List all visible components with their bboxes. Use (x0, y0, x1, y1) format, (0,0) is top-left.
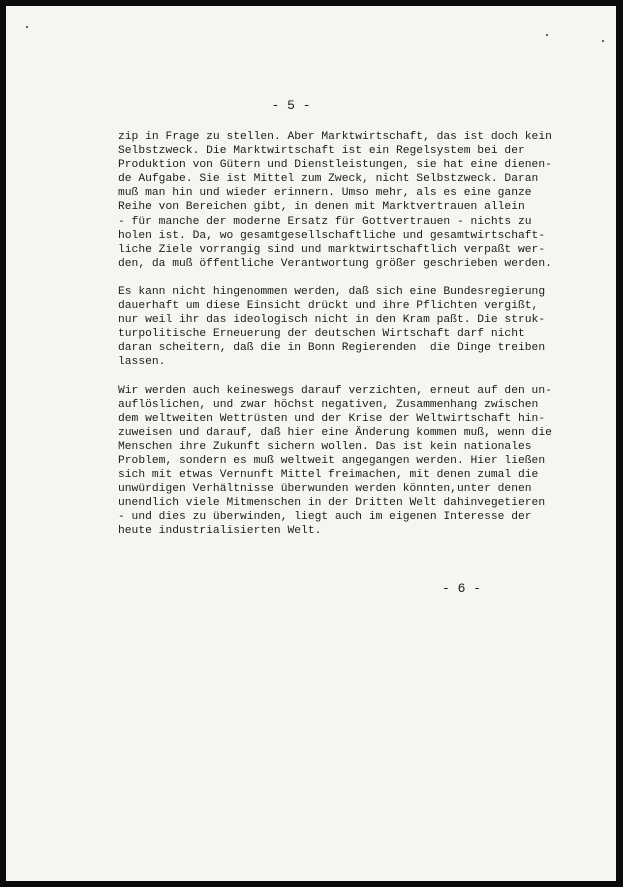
text-line: - und dies zu überwinden, liegt auch im eigenen Interesse der (118, 511, 532, 524)
page-number: - 5 - (271, 98, 311, 113)
text-line: holen ist. Da, wo gesamtgesellschaftliche und gesamtwirtschaft- (118, 229, 546, 242)
text-line: turpolitische Erneuerung der deutschen Wirtschaft darf nicht (118, 328, 525, 341)
text-line: auflöslichen, und zwar höchst negativen, Zusammenhang zwischen (118, 398, 539, 411)
scan-speck (546, 34, 548, 36)
text-line: dauerhaft um diese Einsicht drückt und ihre Pflichten vergißt, (118, 300, 539, 313)
paragraph (118, 130, 578, 271)
text-line: Menschen ihre Zukunft sichern wollen. Das ist kein nationales (118, 440, 532, 453)
text-line: de Aufgabe. Sie ist Mittel zum Zweck, nicht Selbstzweck. Daran (118, 173, 539, 186)
text-line: liche Ziele vorrangig sind und marktwirtschaftlich verpaßt wer- (118, 243, 546, 256)
paragraph (118, 285, 578, 370)
text-line: unwürdigen Verhältnisse überwunden werden könnten,unter denen (118, 483, 532, 496)
text-line: lassen. (118, 356, 166, 369)
text-line: Es kann nicht hingenommen werden, daß sich eine Bundesregierung (118, 285, 546, 298)
next-page-marker: - 6 - (442, 581, 482, 596)
text-line: daran scheitern, daß die in Bonn Regierenden die Dinge treiben (118, 342, 546, 355)
text-line: Problem, sondern es muß weltweit angegangen werden. Hier ließen (118, 454, 546, 467)
text-line: dem weltweiten Wettrüsten und der Krise der Weltwirtschaft hin- (118, 412, 546, 425)
scan-speck (602, 40, 604, 42)
paragraph (118, 384, 578, 539)
text-line: zip in Frage zu stellen. Aber Marktwirtschaft, das ist doch kein (118, 131, 552, 143)
text-line: unendlich viele Mitmenschen in der Dritten Welt dahinvegetieren (118, 497, 546, 510)
text-line: Produktion von Gütern und Dienstleistungen, sie hat eine dienen- (118, 159, 552, 172)
text-line: heute industrialisierten Welt. (118, 525, 322, 538)
document-body (118, 130, 578, 553)
text-line: Reihe von Bereichen gibt, in denen mit Marktvertrauen allein (118, 201, 525, 214)
text-line: den, da muß öffentliche Verantwortung größer geschrieben werden. (118, 257, 552, 270)
scan-speck (26, 26, 28, 28)
text-line: Wir werden auch keineswegs darauf verzichten, erneut auf den un- (118, 384, 552, 397)
text-line: Selbstzweck. Die Marktwirtschaft ist ein Regelsystem bei der (118, 145, 525, 158)
text-line: muß man hin und wieder erinnern. Umso mehr, als es eine ganze (118, 187, 532, 200)
document-page (6, 6, 616, 881)
text-line: nur weil ihr das ideologisch nicht in den Kram paßt. Die struk- (118, 314, 546, 327)
text-line: - für manche der moderne Ersatz für Gottvertrauen - nichts zu (118, 215, 532, 228)
text-line: sich mit etwas Vernunft Mittel freimachen, mit denen zumal die (118, 469, 539, 482)
text-line: zuweisen und darauf, daß hier eine Änderung kommen muß, wenn die (118, 426, 552, 439)
